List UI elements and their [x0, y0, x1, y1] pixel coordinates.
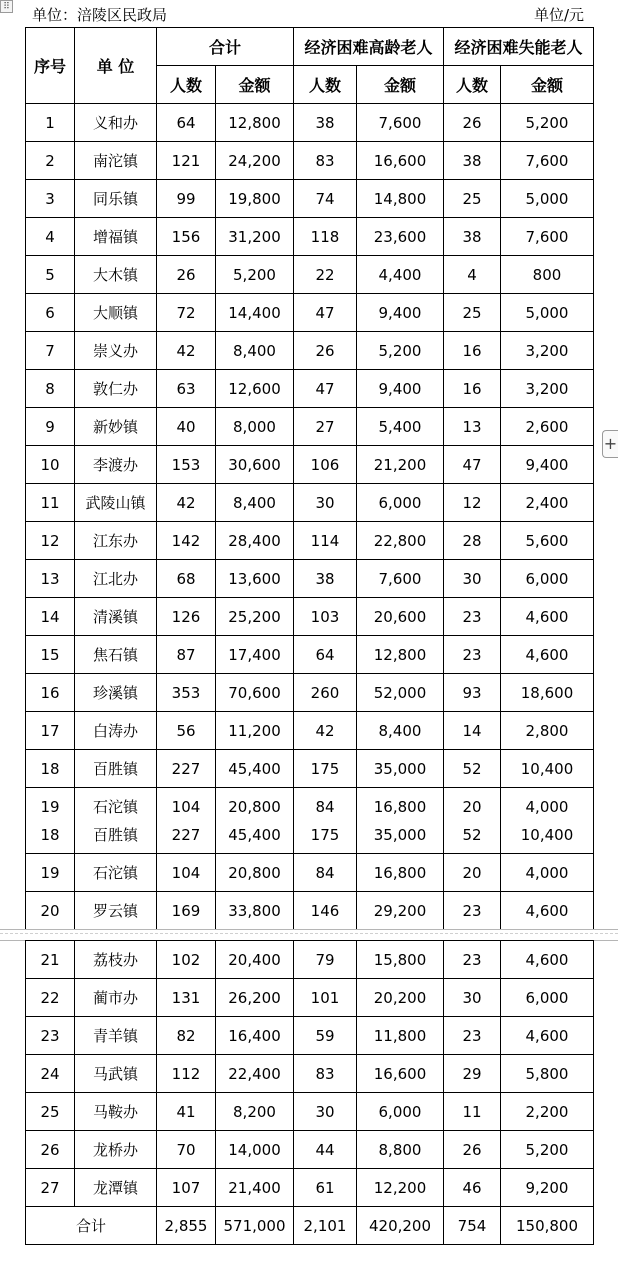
value-cell: 84: [294, 854, 357, 892]
merged-line: 45,400: [228, 825, 281, 844]
value-cell: 2,200: [501, 1093, 594, 1131]
people-header: 人数: [157, 66, 216, 104]
value-cell: 79: [294, 941, 357, 979]
merged-line: 16,800: [373, 797, 427, 816]
value-cell: 353: [157, 674, 216, 712]
people-header: 人数: [444, 66, 501, 104]
table-row: [26, 1017, 594, 1055]
value-cell: 11,200: [216, 712, 294, 750]
value-cell: 12: [444, 484, 501, 522]
value-cell: 12,600: [216, 370, 294, 408]
table-row: [26, 256, 594, 294]
value-cell: 8,400: [216, 484, 294, 522]
value-cell: 7,600: [357, 104, 444, 142]
table-row: [26, 750, 594, 788]
seq-header: 序号: [26, 28, 75, 104]
table-row: [26, 332, 594, 370]
unit-name-cell: 敦仁办: [75, 370, 157, 408]
merged-line: 10,400: [520, 825, 574, 844]
row-index-cell: 20: [26, 892, 75, 930]
row-index-cell: 25: [26, 1093, 75, 1131]
value-cell: 26: [157, 256, 216, 294]
merged-line: 175: [310, 825, 340, 844]
value-cell: 99: [157, 180, 216, 218]
value-cell: 8,800: [357, 1131, 444, 1169]
value-cell: 23: [444, 598, 501, 636]
value-cell: 31,200: [216, 218, 294, 256]
value-cell: 28: [444, 522, 501, 560]
table-row: [26, 218, 594, 256]
value-cell: 126: [157, 598, 216, 636]
value-cell: 4,600: [501, 1017, 594, 1055]
row-index-cell: 12: [26, 522, 75, 560]
merged-line: 104: [171, 797, 201, 816]
value-cell: 23: [444, 892, 501, 930]
value-cell: 102: [157, 941, 216, 979]
value-cell: 13,600: [216, 560, 294, 598]
table-row: [26, 674, 594, 712]
value-cell: 38: [294, 560, 357, 598]
unit-name-cell: 焦石镇: [75, 636, 157, 674]
value-cell: 22,800: [357, 522, 444, 560]
merged-cell: [216, 788, 294, 854]
value-cell: 14,800: [357, 180, 444, 218]
merged-line: 百胜镇: [92, 825, 138, 844]
value-cell: 9,400: [357, 370, 444, 408]
value-cell: 83: [294, 142, 357, 180]
value-cell: 35,000: [357, 750, 444, 788]
value-cell: 29,200: [357, 892, 444, 930]
unit-name-cell: 大木镇: [75, 256, 157, 294]
row-index-cell: 9: [26, 408, 75, 446]
value-cell: 20,200: [357, 979, 444, 1017]
value-cell: 106: [294, 446, 357, 484]
value-cell: 227: [157, 750, 216, 788]
table-row: [26, 408, 594, 446]
value-cell: 800: [501, 256, 594, 294]
merged-cell: [501, 788, 594, 854]
row-index-cell: 3: [26, 180, 75, 218]
value-cell: 23: [444, 636, 501, 674]
value-cell: 93: [444, 674, 501, 712]
row-index-cell: 21: [26, 941, 75, 979]
value-cell: 30: [444, 560, 501, 598]
people-header: 人数: [294, 66, 357, 104]
table-row: [26, 484, 594, 522]
unit-name-cell: 崇义办: [75, 332, 157, 370]
value-cell: 4,600: [501, 636, 594, 674]
value-cell: 56: [157, 712, 216, 750]
value-cell: 11,800: [357, 1017, 444, 1055]
value-cell: 19,800: [216, 180, 294, 218]
value-cell: 21,400: [216, 1169, 294, 1207]
value-cell: 41: [157, 1093, 216, 1131]
value-cell: 47: [444, 446, 501, 484]
value-cell: 12,800: [216, 104, 294, 142]
unit-name-cell: 江东办: [75, 522, 157, 560]
merged-line: 52: [462, 825, 482, 844]
value-cell: 26,200: [216, 979, 294, 1017]
value-cell: 68: [157, 560, 216, 598]
unit-header: 单 位: [75, 28, 157, 104]
value-cell: 38: [294, 104, 357, 142]
value-cell: 3,200: [501, 370, 594, 408]
unit-name-cell: 义和办: [75, 104, 157, 142]
total-cell: 2,101: [294, 1207, 357, 1245]
value-cell: 38: [444, 142, 501, 180]
value-cell: 12,200: [357, 1169, 444, 1207]
value-cell: 42: [294, 712, 357, 750]
table-row: [26, 979, 594, 1017]
value-cell: 20,600: [357, 598, 444, 636]
row-index-cell: 11: [26, 484, 75, 522]
unit-name-cell: 马武镇: [75, 1055, 157, 1093]
value-cell: 30: [294, 484, 357, 522]
merged-line: 石沱镇: [92, 797, 138, 816]
table-row: [26, 636, 594, 674]
value-cell: 20,400: [216, 941, 294, 979]
value-cell: 4,400: [357, 256, 444, 294]
row-index-cell: 8: [26, 370, 75, 408]
value-cell: 87: [157, 636, 216, 674]
value-cell: 82: [157, 1017, 216, 1055]
merged-line: 4,000: [525, 797, 569, 816]
merged-cell: [444, 788, 501, 854]
table-row: [26, 180, 594, 218]
value-cell: 25: [444, 180, 501, 218]
unit-name-cell: 青羊镇: [75, 1017, 157, 1055]
row-index-cell: 17: [26, 712, 75, 750]
value-cell: 23: [444, 941, 501, 979]
unit-name-cell: 清溪镇: [75, 598, 157, 636]
row-index-cell: 7: [26, 332, 75, 370]
value-cell: 27: [294, 408, 357, 446]
add-row-plus-icon[interactable]: +: [602, 430, 618, 458]
table-move-handle-icon[interactable]: ⠿: [0, 0, 13, 13]
unit-name-cell: 大顺镇: [75, 294, 157, 332]
merged-line: 19: [40, 797, 60, 816]
value-cell: 5,200: [357, 332, 444, 370]
value-cell: 169: [157, 892, 216, 930]
merged-cell: [157, 788, 216, 854]
value-cell: 112: [157, 1055, 216, 1093]
value-cell: 156: [157, 218, 216, 256]
unit-name-cell: 江北办: [75, 560, 157, 598]
row-index-cell: 18: [26, 750, 75, 788]
value-cell: 64: [157, 104, 216, 142]
table-row: [26, 294, 594, 332]
row-index-cell: 13: [26, 560, 75, 598]
value-cell: 7,600: [501, 142, 594, 180]
value-cell: 74: [294, 180, 357, 218]
merged-line: 84: [315, 797, 335, 816]
value-cell: 103: [294, 598, 357, 636]
total-cell: 420,200: [357, 1207, 444, 1245]
value-cell: 64: [294, 636, 357, 674]
value-cell: 8,400: [216, 332, 294, 370]
value-cell: 3,200: [501, 332, 594, 370]
value-cell: 38: [444, 218, 501, 256]
value-cell: 107: [157, 1169, 216, 1207]
value-cell: 14,400: [216, 294, 294, 332]
unit-name-cell: 龙桥办: [75, 1131, 157, 1169]
total-row: [26, 1207, 594, 1245]
value-cell: 16: [444, 370, 501, 408]
value-cell: 45,400: [216, 750, 294, 788]
value-cell: 24,200: [216, 142, 294, 180]
value-cell: 146: [294, 892, 357, 930]
value-cell: 11: [444, 1093, 501, 1131]
total-label: 合计: [26, 1207, 157, 1245]
row-index-cell: 14: [26, 598, 75, 636]
value-cell: 14,000: [216, 1131, 294, 1169]
merged-cell: [75, 788, 157, 854]
table-row: [26, 892, 594, 930]
value-cell: 2,400: [501, 484, 594, 522]
row-index-cell: 2: [26, 142, 75, 180]
unit-name-cell: 白涛办: [75, 712, 157, 750]
table-row: [26, 941, 594, 979]
value-cell: 20,800: [216, 854, 294, 892]
value-cell: 16,600: [357, 1055, 444, 1093]
currency-unit-label: 单位/元: [533, 6, 584, 24]
value-cell: 6,000: [501, 979, 594, 1017]
subsidy-table-page-1: [25, 27, 594, 930]
value-cell: 23: [444, 1017, 501, 1055]
value-cell: 42: [157, 332, 216, 370]
value-cell: 26: [294, 332, 357, 370]
value-cell: 22,400: [216, 1055, 294, 1093]
value-cell: 21,200: [357, 446, 444, 484]
value-cell: 59: [294, 1017, 357, 1055]
elderly-group-header: 经济困难高龄老人: [294, 28, 444, 66]
total-cell: 754: [444, 1207, 501, 1245]
amount-header: 金额: [501, 66, 594, 104]
row-index-cell: 19: [26, 854, 75, 892]
table-row: [26, 1169, 594, 1207]
total-cell: 150,800: [501, 1207, 594, 1245]
unit-name-cell: 罗云镇: [75, 892, 157, 930]
table-row: [26, 598, 594, 636]
value-cell: 153: [157, 446, 216, 484]
value-cell: 30,600: [216, 446, 294, 484]
value-cell: 23,600: [357, 218, 444, 256]
value-cell: 104: [157, 854, 216, 892]
row-index-cell: 27: [26, 1169, 75, 1207]
value-cell: 29: [444, 1055, 501, 1093]
value-cell: 5,200: [501, 104, 594, 142]
value-cell: 2,800: [501, 712, 594, 750]
table-row: [26, 560, 594, 598]
value-cell: 26: [444, 1131, 501, 1169]
table-row: [26, 370, 594, 408]
value-cell: 5,200: [216, 256, 294, 294]
value-cell: 72: [157, 294, 216, 332]
row-index-cell: 10: [26, 446, 75, 484]
value-cell: 9,400: [357, 294, 444, 332]
row-index-cell: 16: [26, 674, 75, 712]
row-index-cell: 1: [26, 104, 75, 142]
value-cell: 12,800: [357, 636, 444, 674]
value-cell: 5,200: [501, 1131, 594, 1169]
value-cell: 4,000: [501, 854, 594, 892]
unit-name-cell: 龙潭镇: [75, 1169, 157, 1207]
row-index-cell: 22: [26, 979, 75, 1017]
table-row: [26, 854, 594, 892]
merged-line: 227: [171, 825, 201, 844]
row-index-cell: 4: [26, 218, 75, 256]
table-row: [26, 142, 594, 180]
value-cell: 33,800: [216, 892, 294, 930]
value-cell: 260: [294, 674, 357, 712]
value-cell: 70: [157, 1131, 216, 1169]
table-row: [26, 446, 594, 484]
total-cell: 2,855: [157, 1207, 216, 1245]
value-cell: 25,200: [216, 598, 294, 636]
value-cell: 30: [444, 979, 501, 1017]
row-index-cell: 24: [26, 1055, 75, 1093]
value-cell: 22: [294, 256, 357, 294]
value-cell: 6,000: [501, 560, 594, 598]
unit-name-cell: 增福镇: [75, 218, 157, 256]
value-cell: 13: [444, 408, 501, 446]
value-cell: 7,600: [501, 218, 594, 256]
value-cell: 8,000: [216, 408, 294, 446]
value-cell: 5,400: [357, 408, 444, 446]
value-cell: 5,000: [501, 294, 594, 332]
merged-cell: [294, 788, 357, 854]
value-cell: 16: [444, 332, 501, 370]
table-row: [26, 522, 594, 560]
unit-name-cell: 新妙镇: [75, 408, 157, 446]
value-cell: 40: [157, 408, 216, 446]
value-cell: 52,000: [357, 674, 444, 712]
table-row: [26, 712, 594, 750]
value-cell: 114: [294, 522, 357, 560]
disabled-group-header: 经济困难失能老人: [444, 28, 594, 66]
value-cell: 10,400: [501, 750, 594, 788]
value-cell: 52: [444, 750, 501, 788]
value-cell: 8,200: [216, 1093, 294, 1131]
value-cell: 26: [444, 104, 501, 142]
value-cell: 4: [444, 256, 501, 294]
value-cell: 4,600: [501, 892, 594, 930]
value-cell: 8,400: [357, 712, 444, 750]
value-cell: 6,000: [357, 484, 444, 522]
table-row-merged: [26, 788, 594, 854]
row-index-cell: 23: [26, 1017, 75, 1055]
subsidy-table-page-2: [25, 940, 594, 1245]
table-row: [26, 1093, 594, 1131]
table-row: [26, 1131, 594, 1169]
value-cell: 47: [294, 294, 357, 332]
page-break-line: [0, 933, 618, 934]
value-cell: 9,200: [501, 1169, 594, 1207]
row-index-cell: 26: [26, 1131, 75, 1169]
row-index-cell: 15: [26, 636, 75, 674]
value-cell: 20: [444, 854, 501, 892]
issuer-label: 单位：涪陵区民政局: [32, 6, 168, 24]
unit-name-cell: 蔺市办: [75, 979, 157, 1017]
total-group-header: 合计: [157, 28, 294, 66]
total-cell: 571,000: [216, 1207, 294, 1245]
value-cell: 70,600: [216, 674, 294, 712]
value-cell: 16,800: [357, 854, 444, 892]
value-cell: 14: [444, 712, 501, 750]
unit-name-cell: 荔枝办: [75, 941, 157, 979]
row-index-cell: 6: [26, 294, 75, 332]
value-cell: 83: [294, 1055, 357, 1093]
value-cell: 5,800: [501, 1055, 594, 1093]
value-cell: 18,600: [501, 674, 594, 712]
value-cell: 7,600: [357, 560, 444, 598]
value-cell: 61: [294, 1169, 357, 1207]
unit-name-cell: 石沱镇: [75, 854, 157, 892]
unit-name-cell: 同乐镇: [75, 180, 157, 218]
unit-name-cell: 百胜镇: [75, 750, 157, 788]
value-cell: 47: [294, 370, 357, 408]
merged-line: 20: [462, 797, 482, 816]
value-cell: 63: [157, 370, 216, 408]
unit-name-cell: 李渡办: [75, 446, 157, 484]
unit-name-cell: 南沱镇: [75, 142, 157, 180]
value-cell: 28,400: [216, 522, 294, 560]
value-cell: 30: [294, 1093, 357, 1131]
amount-header: 金额: [357, 66, 444, 104]
value-cell: 142: [157, 522, 216, 560]
value-cell: 121: [157, 142, 216, 180]
table-row: [26, 104, 594, 142]
value-cell: 17,400: [216, 636, 294, 674]
merged-cell: [26, 788, 75, 854]
value-cell: 131: [157, 979, 216, 1017]
merged-line: 35,000: [373, 825, 427, 844]
value-cell: 46: [444, 1169, 501, 1207]
value-cell: 4,600: [501, 941, 594, 979]
unit-name-cell: 珍溪镇: [75, 674, 157, 712]
value-cell: 6,000: [357, 1093, 444, 1131]
value-cell: 2,600: [501, 408, 594, 446]
unit-name-cell: 马鞍办: [75, 1093, 157, 1131]
value-cell: 4,600: [501, 598, 594, 636]
value-cell: 9,400: [501, 446, 594, 484]
value-cell: 25: [444, 294, 501, 332]
merged-line: 18: [40, 825, 60, 844]
value-cell: 101: [294, 979, 357, 1017]
value-cell: 16,600: [357, 142, 444, 180]
value-cell: 16,400: [216, 1017, 294, 1055]
merged-cell: [357, 788, 444, 854]
unit-name-cell: 武陵山镇: [75, 484, 157, 522]
amount-header: 金额: [216, 66, 294, 104]
value-cell: 118: [294, 218, 357, 256]
value-cell: 5,600: [501, 522, 594, 560]
table-row: [26, 1055, 594, 1093]
value-cell: 15,800: [357, 941, 444, 979]
row-index-cell: 5: [26, 256, 75, 294]
header-row-1: [26, 28, 594, 66]
value-cell: 5,000: [501, 180, 594, 218]
value-cell: 44: [294, 1131, 357, 1169]
merged-line: 20,800: [228, 797, 281, 816]
value-cell: 42: [157, 484, 216, 522]
value-cell: 175: [294, 750, 357, 788]
